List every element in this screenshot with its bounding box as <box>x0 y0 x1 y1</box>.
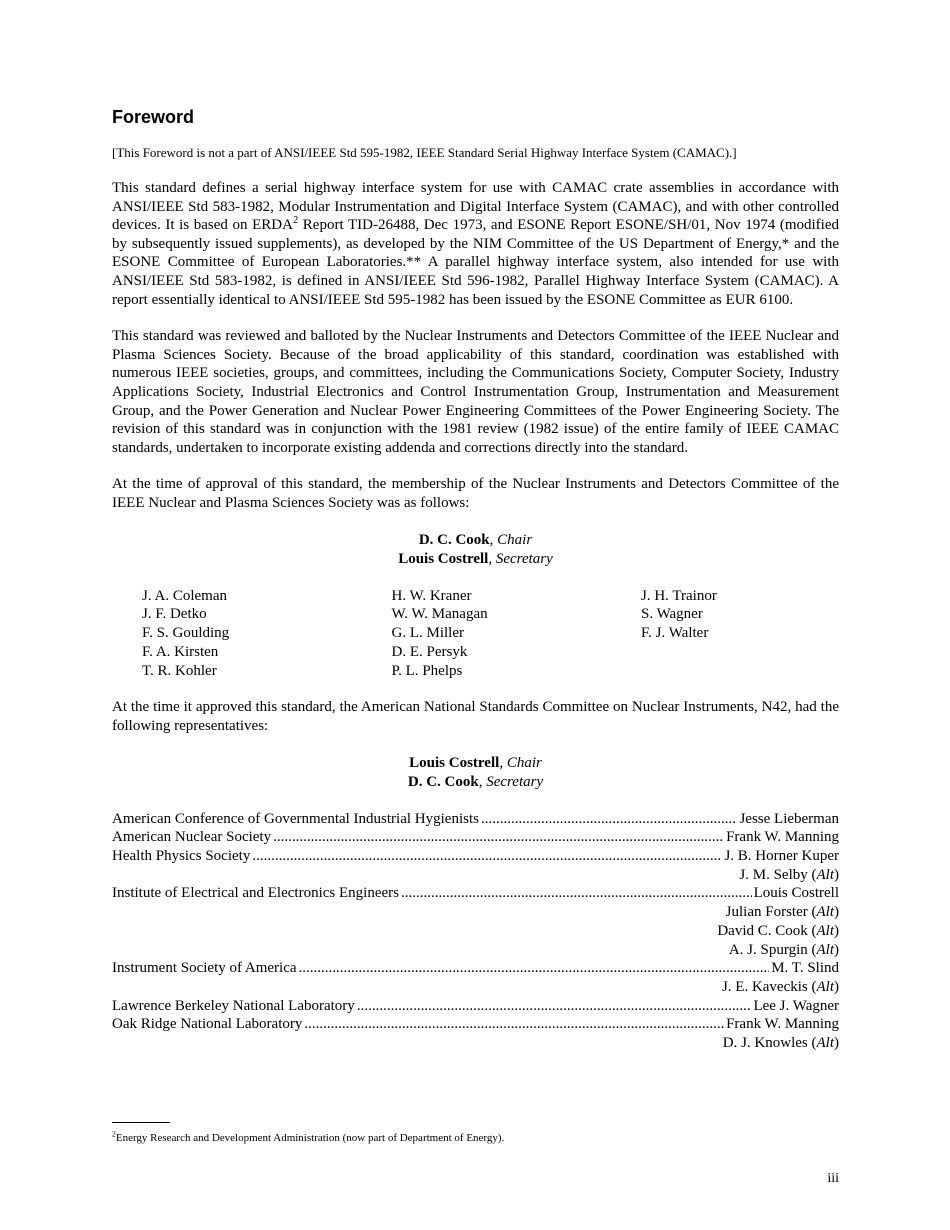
alternate-row: J. E. Kaveckis (Alt) <box>721 979 839 995</box>
alternate-name: J. M. Selby <box>739 866 808 883</box>
representative-row <box>112 828 839 847</box>
representative-name: J. B. Horner Kuper <box>724 848 839 865</box>
member-name: F. J. Walter <box>641 625 709 642</box>
representative-name: Louis Costrell <box>753 885 839 902</box>
alternate-row: J. M. Selby (Alt) <box>739 866 839 883</box>
page-number: iii <box>827 1171 839 1186</box>
footnote-divider <box>112 1122 170 1123</box>
alternate-name: J. E. Kaveckis <box>721 979 808 995</box>
representatives-list <box>112 810 839 1053</box>
member-list <box>142 587 839 681</box>
chair-title: , Chair <box>489 531 533 548</box>
representative-row <box>112 1015 839 1034</box>
alternate-row: David C. Cook (Alt) <box>717 922 839 939</box>
chair-name: D. C. Cook <box>418 531 490 548</box>
committee-chair <box>112 531 839 550</box>
leader-dots <box>357 997 752 1016</box>
member-name: W. W. Managan <box>391 606 488 623</box>
member-name: F. S. Goulding <box>142 625 230 642</box>
representative-name: Jesse Lieberman <box>739 810 839 827</box>
organization: American Conference of Governmental Industrial Hygienists <box>112 810 479 827</box>
footnote-number: 2 <box>112 1129 116 1139</box>
n42-chair <box>112 754 839 773</box>
alternate-name: Julian Forster <box>725 904 808 921</box>
alternate-tag: Alt <box>816 979 834 995</box>
paragraph-3: At the time of approval of this standard, the membership of the Nuclear Instruments and Detectors Committee of the IEEE Nuclear and Plasma Sciences Society was as follows: <box>112 476 839 511</box>
paragraph-1-text-b: Report TID-26488, Dec 1973, and ESONE Report ESONE/SH/01, Nov 1974 (modified by subsequently issued supplements), as developed by the NIM Committee of the US Department of Energy,* and the ESONE Committee of European Laboratories.** A parallel highway interface system, also intended for use with ANSI/IEEE Std 583-1982, is defined in ANSI/IEEE Std 596-1982, Parallel Highway Interface System (CAMAC). A report essentially identical to ANSI/IEEE Std 595-1982 has been issued by the ESONE Committee as EUR 6100. <box>112 217 839 308</box>
footnote-text: Energy Research and Development Administration (now part of Department of Energy). <box>115 1132 505 1144</box>
leader-dots <box>304 1015 724 1034</box>
paragraph-1-text-a: This standard defines a serial highway interface system for use with CAMAC crate assemblies in accordance with ANSI/IEEE Std 583-1982, Modular Instrumentation and Digital Interface System (CAMAC), and with other controlled devices. It is based on ERDA <box>112 180 839 234</box>
organization: American Nuclear Society <box>112 829 272 846</box>
member-column-2 <box>392 587 642 681</box>
committee-secretary <box>112 550 839 569</box>
representative-row <box>112 847 839 866</box>
member-column-3 <box>641 587 839 681</box>
alternate-row: D. J. Knowles (Alt) <box>722 1035 839 1052</box>
secretary-title: , Secretary <box>488 550 553 567</box>
alternate-tag: Alt <box>816 866 834 883</box>
member-name: J. F. Detko <box>142 606 207 623</box>
paragraph-2: This standard was reviewed and balloted by the Nuclear Instruments and Detectors Committee of the IEEE Nuclear and Plasma Sciences Society. Because of the broad applicability of this standard, coordination was established with numerous IEEE societies, groups, and committees, including the Communications Society, Computer Society, Industry Applications Society, Industrial Electronics and Control Instrumentation Group, Instrumentation and Measurement Group, and the Power Generation and Nuclear Power Engineering Committees of the Power Engineering Society. The revision of this standard was in conjunction with the 1981 review (1982 issue) of the entire family of IEEE CAMAC standards, undertaken to incorporate existing addenda and corrections directly into the standard. <box>112 328 839 456</box>
member-name: D. E. Persyk <box>391 643 468 660</box>
alternate-row: Julian Forster (Alt) <box>725 904 839 921</box>
representative-row <box>112 997 839 1016</box>
committee-officers <box>112 531 839 569</box>
member-name: H. W. Kraner <box>391 587 472 604</box>
member-name: F. A. Kirsten <box>142 643 219 660</box>
n42-secretary <box>112 773 839 792</box>
leader-dots <box>401 884 752 903</box>
footnote-ref: 2 <box>292 215 299 227</box>
organization: Health Physics Society <box>112 848 251 865</box>
organization: Lawrence Berkeley National Laboratory <box>112 997 355 1014</box>
representative-row <box>112 959 839 978</box>
leader-dots <box>299 959 770 978</box>
representative-row <box>112 884 839 903</box>
alternate-row: A. J. Spurgin (Alt) <box>728 941 839 958</box>
paragraph-4: At the time it approved this standard, the American National Standards Committee on Nuclear Instruments, N42, had the following representatives: <box>112 699 839 735</box>
organization: Instrument Society of America <box>112 960 297 977</box>
representative-name: Lee J. Wagner <box>753 997 839 1014</box>
leader-dots <box>273 828 724 847</box>
foreword-page <box>112 105 839 1053</box>
member-name: J. A. Coleman <box>142 587 227 604</box>
organization: Oak Ridge National Laboratory <box>112 1016 303 1033</box>
representative-name: M. T. Slind <box>771 960 839 977</box>
page-title: Foreword <box>112 107 195 127</box>
member-name: P. L. Phelps <box>391 662 463 679</box>
chair-title: , Chair <box>499 754 542 771</box>
member-name: T. R. Kohler <box>142 662 217 679</box>
representative-row <box>112 810 839 829</box>
member-name: S. Wagner <box>641 606 703 623</box>
representative-name: Frank W. Manning <box>726 829 839 846</box>
leader-dots <box>481 810 737 829</box>
alternate-name: D. J. Knowles <box>722 1035 808 1052</box>
footnote <box>112 1131 504 1145</box>
secretary-title: , Secretary <box>478 773 544 790</box>
alternate-tag: Alt <box>816 1035 834 1052</box>
alternate-tag: Alt <box>816 904 834 921</box>
member-column-1 <box>142 587 392 681</box>
alternate-tag: Alt <box>816 941 834 958</box>
organization: Institute of Electrical and Electronics Engineers <box>112 885 399 902</box>
representative-name: Frank W. Manning <box>726 1016 839 1033</box>
alternate-name: David C. Cook <box>717 922 808 939</box>
alternate-tag: Alt <box>816 922 834 939</box>
secretary-name: Louis Costrell <box>398 550 489 567</box>
secretary-name: D. C. Cook <box>407 773 479 790</box>
paragraph-1 <box>112 179 839 309</box>
member-name: G. L. Miller <box>391 625 464 642</box>
n42-officers <box>112 754 839 792</box>
member-name: J. H. Trainor <box>641 587 717 604</box>
leader-dots <box>252 847 722 866</box>
chair-name: Louis Costrell <box>409 754 500 771</box>
foreword-note: [This Foreword is not a part of ANSI/IEEE Std 595-1982, IEEE Standard Serial Highway Interface System (CAMAC).] <box>112 145 737 160</box>
alternate-name: A. J. Spurgin <box>728 941 808 958</box>
